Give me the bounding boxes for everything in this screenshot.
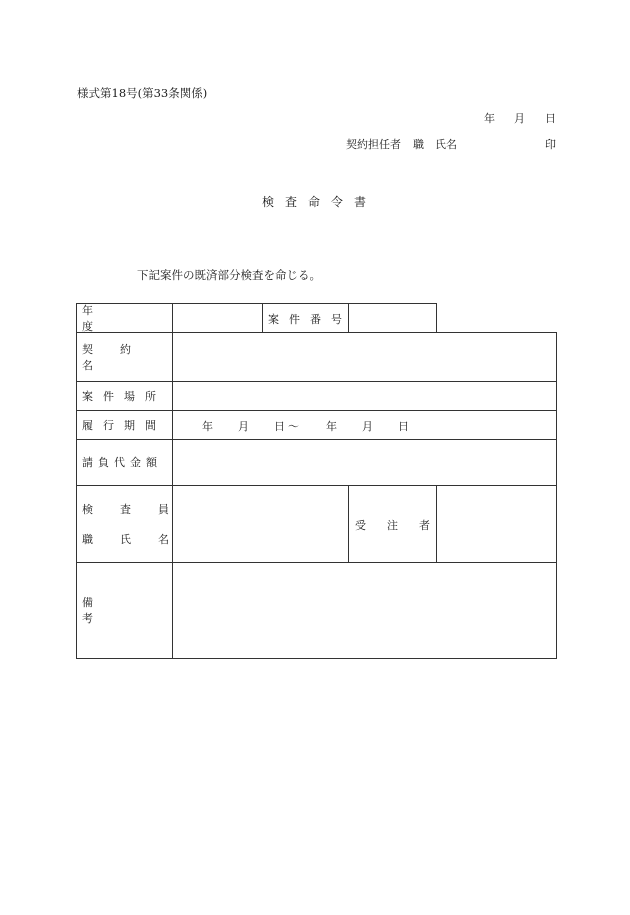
case-number-label: 案件番号: [268, 313, 352, 326]
year-label: 年度: [82, 303, 153, 333]
period-start-year: 年: [202, 420, 213, 433]
date-year-label: 年: [484, 112, 495, 125]
row-year: [76, 303, 166, 332]
remarks-label: 備考: [82, 596, 153, 625]
inspector-label: 検査員: [82, 503, 196, 516]
contract-official-label: 契約担任者: [346, 138, 401, 151]
row-contract-name: [76, 332, 166, 381]
instruction-text: 下記案件の既済部分検査を命じる。: [137, 268, 321, 282]
period-start-day: 日: [274, 420, 285, 433]
seal-label: 印: [545, 138, 556, 151]
period-tilde: 〜: [288, 420, 299, 433]
period-end-month: 月: [362, 420, 373, 433]
form-number: 様式第18号(第33条関係): [77, 86, 208, 100]
performance-period-label: 履行期間: [82, 418, 166, 432]
row-performance-period: [76, 410, 166, 439]
case-location-label: 案件場所: [82, 389, 166, 403]
row-case-location: [76, 381, 166, 410]
contract-name-label: 契約名: [82, 342, 158, 372]
contractor-label: 受注者: [355, 519, 451, 532]
contract-amount-label: 請負代金額: [82, 456, 162, 469]
inspector-name-label: 職氏名: [82, 533, 196, 546]
row-contract-amount: [76, 439, 166, 485]
period-end-day: 日: [398, 420, 409, 433]
period-end-year: 年: [326, 420, 337, 433]
row-remarks: [76, 562, 166, 658]
date-day-label: 日: [545, 112, 556, 125]
official-name-label: 職 氏名: [413, 138, 457, 151]
period-start-month: 月: [238, 420, 249, 433]
document-title: 検査命令書: [262, 195, 378, 209]
date-month-label: 月: [514, 112, 525, 125]
